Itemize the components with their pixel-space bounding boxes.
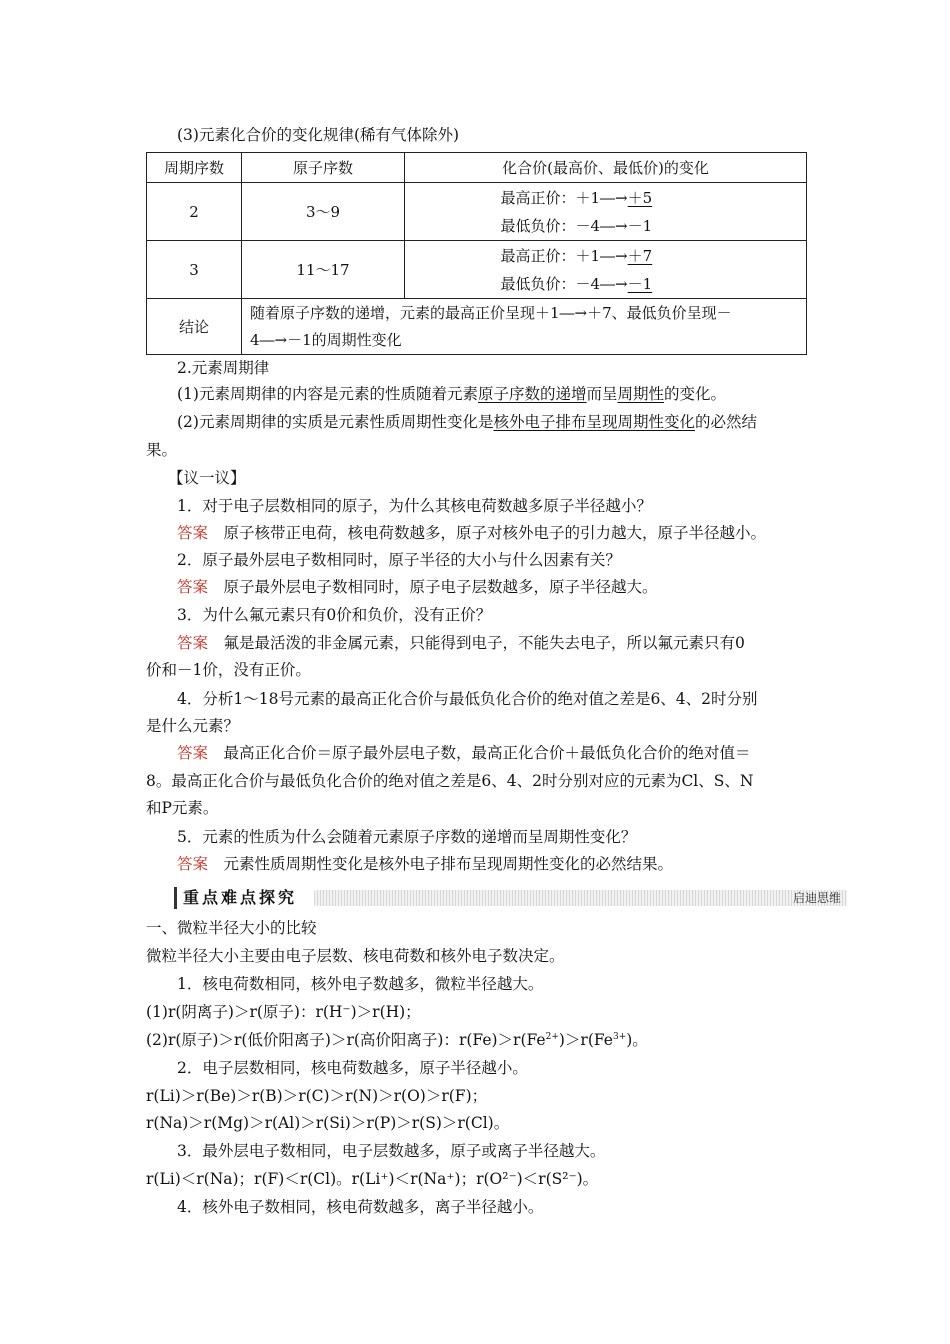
banner-title: 重点难点探究: [174, 887, 303, 909]
answer-3-cont: 价和－1价，没有正价。: [146, 661, 311, 679]
table-row: [147, 241, 807, 299]
answer-4-cont-2: 和P元素。: [146, 799, 219, 817]
low-label: 最低负价：－4―→: [500, 274, 628, 293]
low-label: 最低负价：－4―→: [500, 216, 628, 235]
question-4-cont: 是什么元素？: [146, 717, 240, 735]
question-4: 4．分析1～18号元素的最高正化合价与最低负化合价的绝对值之差是6、4、2时分别: [177, 690, 758, 708]
table-row: [147, 183, 807, 241]
valence-cell: [405, 241, 807, 299]
conclusion-text: [242, 299, 807, 355]
answer-4-cont-1: 8。最高正化合价与最低负化合价的绝对值之差是6、4、2时分别对应的元素为Cl、S、N: [146, 772, 754, 790]
rule-2b: r(Na)＞r(Mg)＞r(Al)＞r(Si)＞r(P)＞r(S)＞r(Cl)。: [146, 1114, 510, 1132]
conclusion-row: [147, 299, 807, 355]
question-3: 3．为什么氟元素只有0价和负价，没有正价？: [177, 606, 492, 624]
question-5: 5．元素的性质为什么会随着元素原子序数的递增而呈周期性变化？: [177, 828, 637, 846]
low-value: －1: [627, 274, 653, 293]
high-value: ＋7: [627, 246, 653, 265]
rule-4: 4．核外电子数相同，核电荷数越多，离子半径越小。: [177, 1198, 544, 1216]
conclusion-line-1: 随着原子序数的递增，元素的最高正价呈现＋1―→＋7、最低负价呈现－: [250, 303, 732, 322]
answer-label: 答案: [177, 524, 209, 542]
low-value: －1: [627, 216, 653, 235]
valence-table: [146, 152, 807, 355]
explore-intro: 微粒半径大小主要由电子层数、核电荷数和核外电子数决定。: [146, 947, 565, 965]
rule-3a: r(Li)＜r(Na)；r(F)＜r(Cl)。r(Li⁺)＜r(Na⁺)；r(O²⁻)＜r(S²⁻)。: [146, 1170, 599, 1188]
answer-label: 答案: [177, 634, 209, 652]
period-cell: 2: [147, 183, 242, 241]
banner-tag: 启迪思维: [792, 891, 841, 905]
header-period: 周期序数: [147, 153, 242, 183]
high-label: 最高正价：＋1―→: [500, 188, 628, 207]
law-paragraph-2: (2)元素周期律的实质是元素性质周期性变化是核外电子排布呈现周期性变化的必然结: [177, 413, 757, 431]
answer-3: 答案 氟是最活泼的非金属元素，只能得到电子，不能失去电子，所以氟元素只有0: [177, 634, 745, 652]
answer-5: 答案 元素性质周期性变化是核外电子排布呈现周期性变化的必然结果。: [177, 855, 674, 873]
law-paragraph-2-cont: 果。: [146, 441, 178, 459]
valence-cell: [405, 183, 807, 241]
discuss-title: 【议一议】: [168, 469, 246, 487]
rule-2: 2．电子层数相同，核电荷数越多，原子半径越小。: [177, 1059, 528, 1077]
atomic-cell: 11～17: [242, 241, 405, 299]
law-title: 2.元素周期律: [177, 359, 270, 377]
table-header-row: [147, 153, 807, 183]
header-valence-change: 化合价(最高价、最低价)的变化: [405, 153, 807, 183]
high-label: 最高正价：＋1―→: [500, 246, 628, 265]
rule-1a: (1)r(阴离子)＞r(原子)：r(H⁻)＞r(H)；: [146, 1003, 421, 1021]
rule-3: 3．最外层电子数相同，电子层数越多，原子或离子半径越大。: [177, 1142, 606, 1160]
rule-1b: (2)r(原子)＞r(低价阳离子)＞r(高价阳离子)：$r(Fe)>r(Fe^{2+})>r(Fe^{3+})$。: [146, 1031, 648, 1049]
high-value: ＋5: [627, 188, 653, 207]
answer-2: 答案 原子最外层电子数相同时，原子电子层数越多，原子半径越大。: [177, 578, 658, 596]
answer-label: 答案: [177, 578, 209, 596]
conclusion-line-2: 4―→－1的周期性变化: [250, 330, 402, 349]
law-paragraph-1: (1)元素周期律的内容是元素的性质随着元素原子序数的递增而呈周期性的变化。: [177, 385, 727, 403]
rule-1: 1．核电荷数相同，核外电子数越多，微粒半径越大。: [177, 975, 544, 993]
section-banner: [174, 887, 847, 909]
header-atomic-number: 原子序数: [242, 153, 405, 183]
banner-bar: [314, 890, 847, 906]
answer-label: 答案: [177, 855, 209, 873]
conclusion-label: 结论: [147, 299, 242, 355]
rule-2a: r(Li)＞r(Be)＞r(B)＞r(C)＞r(N)＞r(O)＞r(F)；: [146, 1087, 488, 1105]
explore-heading: 一、微粒半径大小的比较: [146, 919, 317, 937]
section-3-title: (3)元素化合价的变化规律(稀有气体除外): [177, 126, 460, 144]
answer-1: 答案 原子核带正电荷，核电荷数越多，原子对核外电子的引力越大，原子半径越小。: [177, 524, 767, 542]
period-cell: 3: [147, 241, 242, 299]
answer-4: 答案 最高正化合价＝原子最外层电子数，最高正化合价＋最低负化合价的绝对值＝: [177, 744, 751, 762]
answer-label: 答案: [177, 744, 209, 762]
question-1: 1．对于电子层数相同的原子，为什么其核电荷数越多原子半径越小？: [177, 497, 652, 515]
atomic-cell: 3～9: [242, 183, 405, 241]
question-2: 2．原子最外层电子数相同时，原子半径的大小与什么因素有关？: [177, 551, 621, 569]
